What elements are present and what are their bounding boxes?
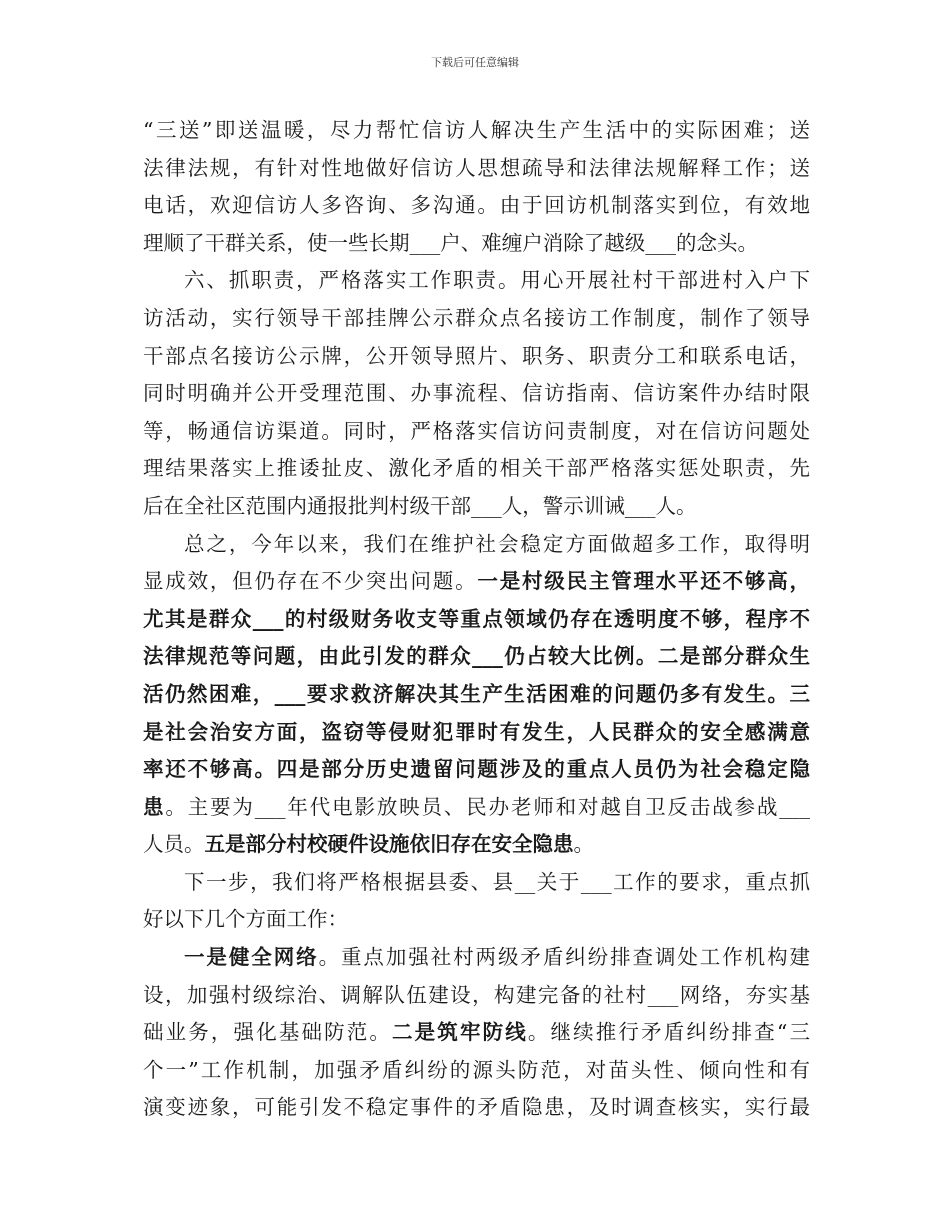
text-line <box>143 450 810 488</box>
bold-text-segment: 活仍然困难，___要求救济解决其生产生活困难的问题仍多有发生。三 <box>143 681 810 706</box>
text-segment: 。 <box>573 832 594 857</box>
text-line <box>143 939 810 977</box>
text-line <box>143 901 810 939</box>
text-line <box>143 300 810 338</box>
text-line <box>143 526 810 564</box>
text-line <box>143 1052 810 1090</box>
text-line <box>143 563 810 601</box>
page-header: 下载后可任意编辑 <box>431 56 519 69</box>
text-segment: 个一”工作机制，加强矛盾纠纷的源头防范，对苗头性、倾向性和有 <box>143 1057 810 1082</box>
text-line <box>143 262 810 300</box>
text-segment: 干部点名接访公示牌，公开领导照片、职务、职责分工和联系电话， <box>143 343 810 368</box>
text-line <box>143 112 810 150</box>
text-line <box>143 714 810 752</box>
text-line <box>143 789 810 827</box>
bold-text-segment: 尤其是群众___的村级财务收支等重点领域仍存在透明度不够，程序不 <box>143 606 810 631</box>
text-segment: 显成效，但仍存在不少突出问题。 <box>143 569 478 594</box>
text-line <box>143 225 810 263</box>
text-line <box>143 488 810 526</box>
text-line <box>143 1014 810 1052</box>
text-line <box>143 413 810 451</box>
text-segment: 下一步，我们将严格根据县委、县__关于___工作的要求，重点抓 <box>184 869 810 894</box>
bold-text-segment: 一是村级民主管理水平还不够高， <box>477 569 810 594</box>
text-segment: 总之，今年以来，我们在维护社会稳定方面做超多工作，取得明 <box>184 531 810 556</box>
bold-text-segment: 二是筑牢防线 <box>392 1020 528 1045</box>
text-segment: 。主要为___年代电影放映员、民办老师和对越自卫反击战参战___ <box>165 794 810 819</box>
text-line <box>143 864 810 902</box>
text-segment: 访活动，实行领导干部挂牌公示群众点名接访工作制度，制作了领导 <box>143 305 810 330</box>
text-line <box>143 187 810 225</box>
text-segment: 。继续推行矛盾纠纷排查“三 <box>527 1020 810 1045</box>
text-segment: 六、抓职责，严格落实工作职责。用心开展社村干部进村入户下 <box>184 268 810 293</box>
bold-text-segment: 是社会治安方面，盗窃等侵财犯罪时有发生，人民群众的安全感满意 <box>143 719 810 744</box>
text-line <box>143 977 810 1015</box>
text-line <box>143 375 810 413</box>
text-segment: 电话，欢迎信访人多咨询、多沟通。由于回访机制落实到位，有效地 <box>143 193 810 218</box>
bold-text-segment: 法律规范等问题，由此引发的群众___仍占较大比例。二是部分群众生 <box>143 644 810 669</box>
text-line <box>143 601 810 639</box>
bold-text-segment: 率还不够高。四是部分历史遗留问题涉及的重点人员仍为社会稳定隐 <box>143 757 810 782</box>
text-segment: 等，畅通信访渠道。同时，严格落实信访问责制度，对在信访问题处 <box>143 418 810 443</box>
text-segment: 理结果落实上推诿扯皮、激化矛盾的相关干部严格落实惩处职责，先 <box>143 456 810 481</box>
bold-text-segment: 五是部分村校硬件设施依旧存在安全隐患 <box>204 832 574 857</box>
text-line <box>143 751 810 789</box>
text-segment: 同时明确并公开受理范围、办事流程、信访指南、信访案件办结时限 <box>143 381 810 406</box>
text-line <box>143 1089 810 1127</box>
text-segment: 设，加强村级综治、调解队伍建设，构建完备的社村___网络，夯实基 <box>143 982 810 1007</box>
bold-text-segment: 患 <box>143 794 166 819</box>
text-line <box>143 826 810 864</box>
text-segment: 。重点加强社村两级矛盾纠纷排查调处工作机构建 <box>318 945 810 970</box>
text-segment: 法律法规，有针对性地做好信访人思想疏导和法律法规解释工作；送 <box>143 155 810 180</box>
text-line <box>143 338 810 376</box>
text-segment: 理顺了干群关系，使一些长期___户、难缠户消除了越级___的念头。 <box>143 230 758 255</box>
text-line <box>143 676 810 714</box>
document-body <box>143 112 810 1127</box>
text-segment: 后在全社区范围内通报批判村级干部___人，警示训诫___人。 <box>143 493 697 518</box>
text-line <box>143 638 810 676</box>
text-segment: 演变迹象，可能引发不稳定事件的矛盾隐患，及时调查核实，实行最 <box>143 1095 810 1120</box>
text-segment: 好以下几个方面工作： <box>143 907 348 932</box>
text-segment: 础业务，强化基础防范。 <box>143 1020 393 1045</box>
text-segment: “三送”即送温暖，尽力帮忙信访人解决生产生活中的实际困难；送 <box>143 118 810 142</box>
text-segment: 人员。 <box>143 832 205 857</box>
bold-text-segment: 一是健全网络 <box>184 945 319 970</box>
text-line <box>143 150 810 188</box>
